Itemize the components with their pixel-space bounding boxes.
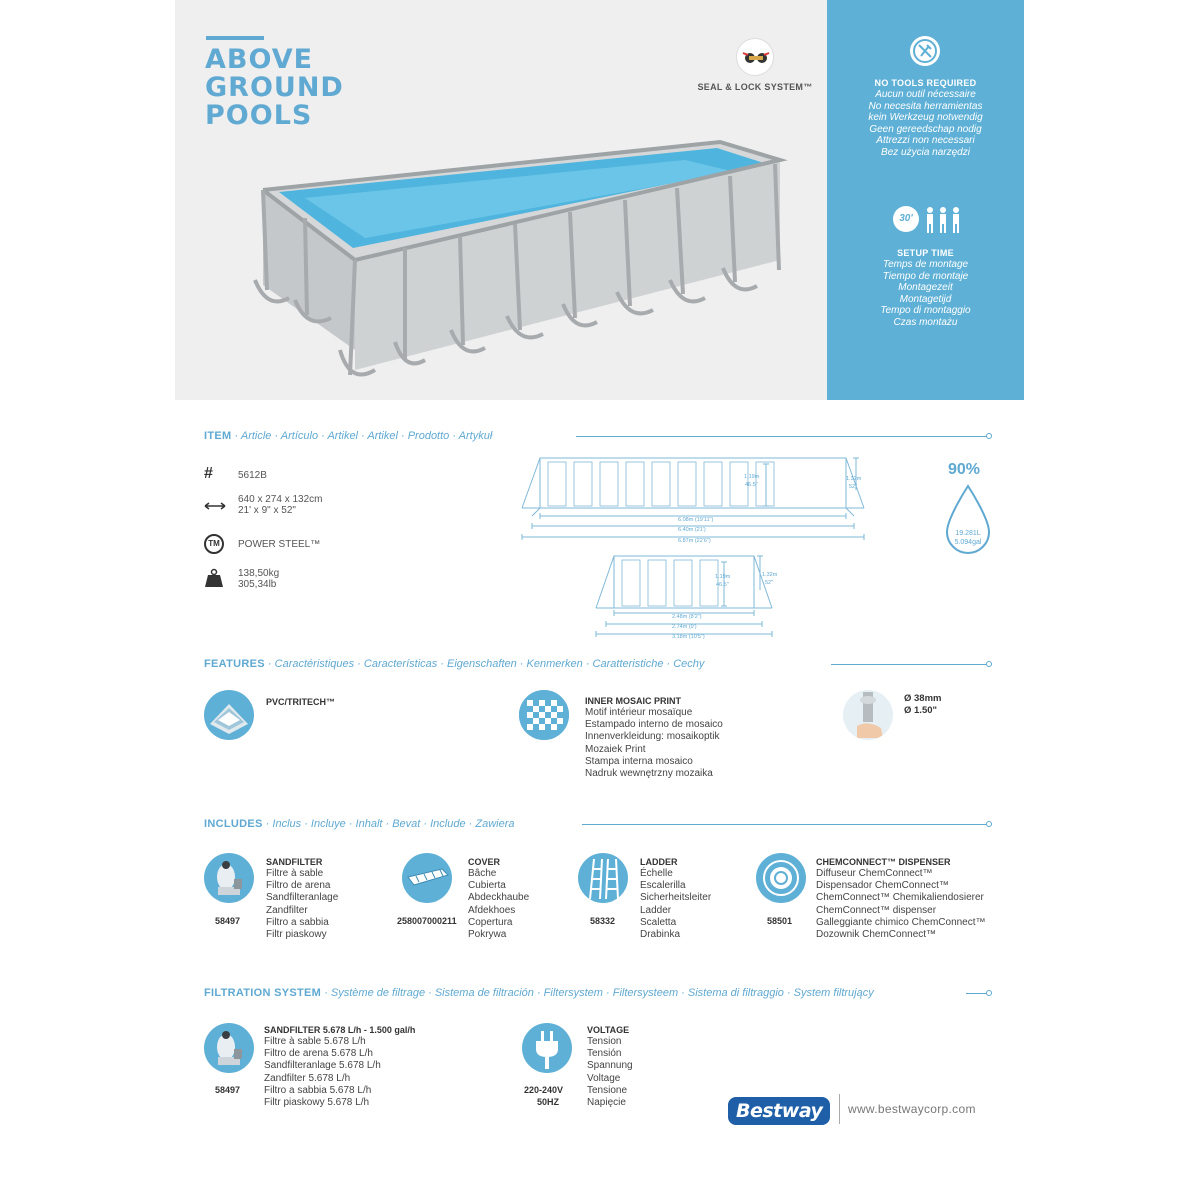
- hero-image-panel: [175, 0, 827, 400]
- voltage-value: 220-240V: [524, 1085, 564, 1095]
- voltage-translations: [587, 1036, 633, 1109]
- cover-icon: [402, 853, 452, 903]
- cover-fr: Bâche: [468, 868, 497, 879]
- pool-diagram-short-side: [584, 550, 784, 640]
- filtration-sandfilter-heading: SANDFILTER 5.678 L/h - 1.500 gal/h: [264, 1025, 416, 1035]
- ladder-de: Sicherheitsleiter: [640, 892, 712, 904]
- filtration-section-rule: [966, 993, 988, 994]
- no-tools-pl: Bez użycia narzędzi: [881, 146, 970, 158]
- long-dim-2: 6.40m (21'): [678, 527, 706, 533]
- long-outer-height: 1.32m: [846, 476, 862, 482]
- short-inner-height-in: 46.5": [716, 582, 729, 588]
- no-tools-heading: NO TOOLS REQUIRED: [874, 78, 977, 88]
- includes-section-rule: [582, 824, 988, 825]
- setup-time-heading: SETUP TIME: [897, 248, 954, 258]
- ladder-nl: Ladder: [640, 904, 672, 916]
- pool-image: [245, 120, 805, 390]
- filtration-sandfilter-icon: [204, 1023, 254, 1073]
- filtration-section-title: FILTRATION SYSTEM: [204, 987, 322, 999]
- ladder-code: 58332: [590, 916, 616, 926]
- cover-code: 258007000211: [397, 916, 457, 926]
- item-section-translations: · Article · Artículo · Artikel · Artikel · Prodotto · Artykuł: [231, 430, 493, 442]
- sandfilter-icon: [204, 853, 254, 903]
- pool-diagram-long-side: [510, 450, 880, 546]
- title-accent-bar: [206, 36, 264, 40]
- item-section-header: [204, 430, 492, 442]
- hero-info-panel: [827, 0, 1024, 400]
- dimensions-icon: [203, 501, 227, 511]
- item-section-dot: [986, 433, 992, 439]
- footer-divider: [839, 1094, 840, 1124]
- cover-pl: Pokrywa: [468, 929, 507, 941]
- voltage-pl: Napięcie: [587, 1097, 626, 1109]
- voltage-fr: Tension: [587, 1036, 622, 1047]
- item-section-rule: [576, 436, 988, 437]
- long-dim-3: 6.87m (22'6"): [678, 538, 711, 544]
- filtration-sandfilter-it: Filtro a sabbia 5.678 L/h: [264, 1084, 372, 1096]
- features-section-translations: · Caractéristiques · Características · Eigenschaften · Kenmerken · Caratteristiche · Cechy: [264, 658, 705, 670]
- sandfilter-it: Filtro a sabbia: [266, 916, 329, 928]
- ladder-heading: LADDER: [640, 857, 678, 867]
- filtration-section-translations: · Système de filtrage · Sistema de filtración · Filtersystem · Filtersysteem · Sistema di filtraggio · System filtrujący: [321, 987, 874, 999]
- filtration-sandfilter-translations: [264, 1036, 381, 1109]
- sandfilter-translations: [266, 868, 338, 941]
- chemconnect-de: ChemConnect™ Chemikaliendosierer: [816, 892, 984, 904]
- sandfilter-pl: Filtr piaskowy: [266, 929, 327, 941]
- mosaic-de: Innenverkleidung: mosaikoptik: [585, 731, 720, 743]
- mosaic-icon: [519, 690, 569, 740]
- features-section-header: [204, 658, 704, 670]
- short-dim-3: 3.18m (10'5"): [672, 634, 705, 640]
- mosaic-es: Estampado interno de mosaico: [585, 719, 723, 731]
- pipe-diameter-icon: [843, 690, 893, 740]
- voltage-it: Tensione: [587, 1084, 628, 1096]
- features-section-title: FEATURES: [204, 658, 265, 670]
- sandfilter-es: Filtro de arena: [266, 880, 331, 892]
- sandfilter-heading: SANDFILTER: [266, 857, 323, 867]
- voltage-de: Spannung: [587, 1060, 633, 1072]
- includes-section-dot: [986, 821, 992, 827]
- filtration-sandfilter-de: Sandfilteranlage 5.678 L/h: [264, 1060, 381, 1072]
- chemconnect-fr: Diffuseur ChemConnect™: [816, 868, 933, 879]
- chemconnect-it: Galleggiante chimico ChemConnect™: [816, 916, 986, 928]
- weight-icon: [204, 568, 224, 588]
- chemconnect-code: 58501: [767, 916, 793, 926]
- cover-nl: Afdekhoes: [468, 904, 516, 916]
- long-outer-height-in: 52": [849, 484, 858, 490]
- features-section-dot: [986, 661, 992, 667]
- no-tools-it: Attrezzi non necessari: [876, 135, 975, 146]
- capacity-gallons: 5.094gal: [954, 539, 982, 546]
- ladder-translations: [640, 868, 711, 941]
- weight-kg: 138,50kg: [238, 568, 280, 579]
- includes-section-header: [204, 818, 515, 830]
- people-icon: [924, 206, 964, 234]
- no-tools-fr: Aucun outil nécessaire: [875, 89, 976, 100]
- voltage-frequency: 50HZ: [537, 1097, 560, 1107]
- ladder-it: Scaletta: [640, 916, 677, 928]
- title-line-1: ABOVE: [205, 44, 314, 75]
- cover-es: Cubierta: [468, 880, 506, 892]
- dimensions-metric: 640 x 274 x 132cm: [238, 494, 323, 505]
- title-line-2: GROUND: [205, 72, 344, 103]
- title-line-3: POOLS: [205, 100, 313, 131]
- voltage-nl: Voltage: [587, 1072, 621, 1084]
- filtration-sandfilter-nl: Zandfilter 5.678 L/h: [264, 1072, 351, 1084]
- filtration-section-dot: [986, 990, 992, 996]
- short-dim-2: 2.74m (9'): [672, 624, 697, 630]
- dimensions-imperial: 21' x 9" x 52": [238, 505, 296, 516]
- mosaic-it: Stampa interna mosaico: [585, 755, 693, 767]
- setup-de: Montagezeit: [898, 282, 953, 293]
- includes-section-title: INCLUDES: [204, 818, 263, 830]
- short-outer-height: 1.32m: [762, 572, 778, 578]
- capacity-liters: 19.281L: [955, 530, 981, 537]
- trademark-icon: TM: [204, 534, 224, 554]
- cover-it: Copertura: [468, 916, 513, 928]
- hash-icon: #: [204, 465, 213, 482]
- voltage-heading: VOLTAGE: [587, 1025, 630, 1035]
- mosaic-pl: Nadruk wewnętrzny mozaika: [585, 768, 713, 780]
- sandfilter-de: Sandfilteranlage: [266, 892, 339, 904]
- chemconnect-nl: ChemConnect™ dispenser: [816, 904, 937, 916]
- includes-section-translations: · Inclus · Incluye · Inhalt · Bevat · Include · Zawiera: [262, 818, 515, 830]
- water-drop-icon: [943, 484, 993, 556]
- filtration-sandfilter-es: Filtro de arena 5.678 L/h: [264, 1048, 373, 1060]
- filtration-sandfilter-code: 58497: [215, 1085, 241, 1095]
- mosaic-heading: INNER MOSAIC PRINT: [585, 696, 682, 706]
- chemconnect-heading: CHEMCONNECT™ DISPENSER: [816, 857, 951, 867]
- pvc-tritech-icon: [204, 690, 254, 740]
- diameter-in: Ø 1.50": [904, 705, 938, 716]
- item-section-title: ITEM: [204, 430, 232, 442]
- short-outer-height-in: 52": [765, 580, 774, 586]
- chemconnect-es: Dispensador ChemConnect™: [816, 880, 949, 892]
- capacity-percent: 90%: [948, 461, 981, 478]
- weight-lb: 305,34lb: [238, 579, 277, 590]
- cover-heading: COVER: [468, 857, 501, 867]
- voltage-es: Tensión: [587, 1048, 622, 1060]
- long-inner-height-in: 46.5": [745, 482, 758, 488]
- no-tools-de: kein Werkzeug notwendig: [868, 112, 983, 123]
- item-number: 5612B: [238, 470, 267, 481]
- setup-pl: Czas montażu: [893, 316, 958, 328]
- no-tools-icon: [910, 36, 940, 66]
- long-dim-1: 6.08m (19'11"): [678, 517, 714, 523]
- frame-material: POWER STEEL™: [238, 539, 321, 550]
- filtration-section-header: [204, 987, 874, 999]
- setup-fr: Temps de montage: [882, 259, 969, 270]
- bestway-logo: Bestway: [728, 1097, 830, 1125]
- pvc-tritech-label: PVC/TRITECH™: [266, 697, 336, 707]
- seal-lock-label: SEAL & LOCK SYSTEM™: [697, 82, 813, 92]
- voltage-plug-icon: [522, 1023, 572, 1073]
- short-dim-1: 2.48m (8'2"): [672, 614, 702, 620]
- no-tools-nl: Geen gereedschap nodig: [869, 123, 982, 135]
- clock-icon: 30': [893, 206, 919, 232]
- short-inner-height: 1.19m: [715, 574, 731, 580]
- setup-it: Tempo di montaggio: [880, 305, 971, 316]
- long-inner-height: 1.19m: [744, 474, 760, 480]
- filtration-sandfilter-pl: Filtr piaskowy 5.678 L/h: [264, 1097, 370, 1109]
- ladder-fr: Échelle: [640, 868, 673, 879]
- ladder-es: Escalerilla: [640, 880, 686, 892]
- chemconnect-pl: Dozownik ChemConnect™: [816, 929, 937, 941]
- ladder-icon: [578, 853, 628, 903]
- diameter-mm: Ø 38mm: [904, 693, 942, 704]
- sandfilter-fr: Filtre à sable: [266, 868, 324, 879]
- setup-nl: Montagetijd: [899, 293, 952, 305]
- hero-banner: [175, 0, 1024, 400]
- sandfilter-nl: Zandfilter: [266, 904, 308, 916]
- chemconnect-translations: [816, 868, 986, 941]
- filtration-sandfilter-fr: Filtre à sable 5.678 L/h: [264, 1036, 366, 1047]
- cover-de: Abdeckhaube: [468, 892, 530, 904]
- mosaic-nl: Mozaiek Print: [585, 743, 646, 755]
- setup-es: Tiempo de montaje: [882, 270, 969, 282]
- no-tools-es: No necesita herramientas: [868, 100, 983, 112]
- mosaic-translations: [585, 707, 723, 780]
- features-section-rule: [831, 664, 988, 665]
- website-link[interactable]: www.bestwaycorp.com: [848, 1102, 976, 1116]
- cover-translations: [468, 868, 529, 941]
- ladder-pl: Drabinka: [640, 929, 681, 941]
- sandfilter-code: 58497: [215, 916, 241, 926]
- chemconnect-icon: [756, 853, 806, 903]
- mosaic-fr: Motif intérieur mosaïque: [585, 707, 693, 718]
- seal-lock-icon: [736, 38, 774, 76]
